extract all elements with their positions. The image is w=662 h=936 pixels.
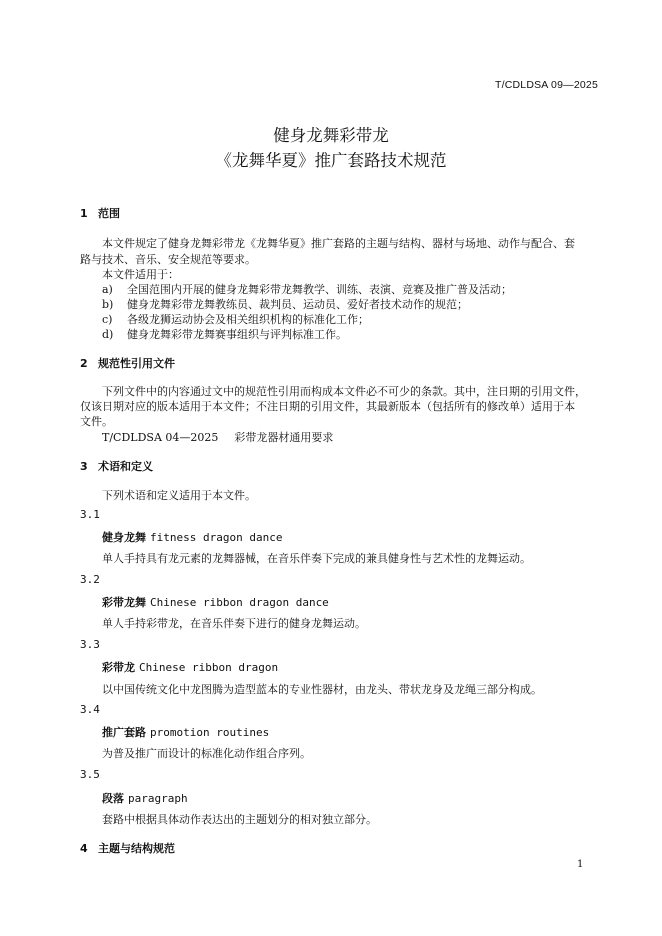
term-definition: 套路中根据具体动作表达出的主题划分的相对独立部分。 [102, 813, 377, 826]
section-number: 1 [80, 207, 88, 220]
section-3-heading [80, 458, 153, 474]
document-title-line1: 健身龙舞彩带龙 [273, 126, 389, 145]
reference-title: 彩带龙器材通用要求 [234, 431, 334, 444]
term-number: 3.2 [80, 573, 100, 586]
section-number: 2 [80, 357, 88, 370]
list-item [102, 311, 369, 327]
term-definition: 单人手持具有龙元素的龙舞器械，在音乐伴奏下完成的兼具健身性与艺术性的龙舞运动。 [102, 552, 531, 565]
term-definition: 单人手持彩带龙，在音乐伴奏下进行的健身龙舞运动。 [102, 617, 366, 630]
applicability-line: 本文件适用于： [102, 268, 179, 281]
section-title: 规范性引用文件 [98, 357, 175, 370]
references-paragraph-line3: 文件。 [80, 415, 113, 428]
page-number: 1 [577, 859, 584, 870]
scope-paragraph-line2: 路与技术、音乐、安全规范等要求。 [80, 253, 256, 266]
section-4-heading [80, 840, 175, 856]
term-chinese: 彩带龙 [102, 661, 135, 674]
section-2-heading [80, 355, 175, 371]
term-number: 3.4 [80, 703, 100, 716]
term-number: 3.5 [80, 768, 100, 781]
term-chinese: 段落 [102, 792, 124, 805]
list-item [102, 326, 347, 342]
list-marker: b) [102, 298, 114, 311]
term-number: 3.3 [80, 638, 100, 651]
term-title [102, 724, 269, 740]
list-item [102, 296, 468, 312]
term-english: fitness dragon dance [150, 531, 283, 544]
term-english: promotion routines [150, 726, 270, 739]
term-english: Chinese ribbon dragon dance [150, 596, 329, 609]
term-title [102, 659, 278, 675]
document-title-line2: 《龙舞华夏》推广套路技术规范 [215, 151, 447, 170]
reference-entry [102, 429, 333, 445]
list-text: 健身龙舞彩带龙舞赛事组织与评判标准工作。 [127, 328, 347, 341]
list-marker: a) [102, 283, 113, 296]
list-item [102, 281, 512, 297]
section-title: 术语和定义 [98, 460, 153, 473]
list-marker: c) [102, 313, 113, 326]
section-title: 范围 [98, 207, 120, 220]
references-paragraph-line2: 仅该日期对应的版本适用于本文件；不注日期的引用文件，其最新版本（包括所有的修改单）适用于本 [80, 400, 575, 413]
list-marker: d) [102, 328, 114, 341]
list-text: 全国范围内开展的健身龙舞彩带龙舞教学、训练、表演、竞赛及推广普及活动； [127, 283, 512, 296]
term-english: Chinese ribbon dragon [139, 661, 279, 674]
term-title [102, 529, 282, 545]
document-code: T/CDLDSA 09—2025 [494, 79, 598, 91]
reference-code: T/CDLDSA 04—2025 [102, 431, 219, 444]
term-chinese: 推广套路 [102, 726, 146, 739]
references-paragraph-line1: 下列文件中的内容通过文中的规范性引用而构成本文件必不可少的条款。其中，注日期的引用文件， [102, 385, 586, 398]
term-title [102, 594, 329, 610]
section-number: 3 [80, 460, 88, 473]
term-chinese: 健身龙舞 [102, 531, 146, 544]
term-definition: 以中国传统文化中龙图腾为造型蓝本的专业性器材，由龙头、带状龙身及龙绳三部分构成。 [102, 683, 542, 696]
term-chinese: 彩带龙舞 [102, 596, 146, 609]
list-text: 健身龙舞彩带龙舞教练员、裁判员、运动员、爱好者技术动作的规范； [127, 298, 468, 311]
section-title: 主题与结构规范 [98, 842, 175, 855]
scope-paragraph-line1: 本文件规定了健身龙舞彩带龙《龙舞华夏》推广套路的主题与结构、器材与场地、动作与配合、套 [102, 237, 575, 250]
term-english: paragraph [128, 792, 188, 805]
list-text: 各级龙狮运动协会及相关组织机构的标准化工作； [127, 313, 369, 326]
section-number: 4 [80, 842, 88, 855]
term-number: 3.1 [80, 508, 100, 521]
section-1-heading [80, 205, 120, 221]
term-title [102, 790, 188, 806]
term-definition: 为普及推广而设计的标准化动作组合序列。 [102, 747, 311, 760]
terms-intro: 下列术语和定义适用于本文件。 [102, 489, 256, 502]
